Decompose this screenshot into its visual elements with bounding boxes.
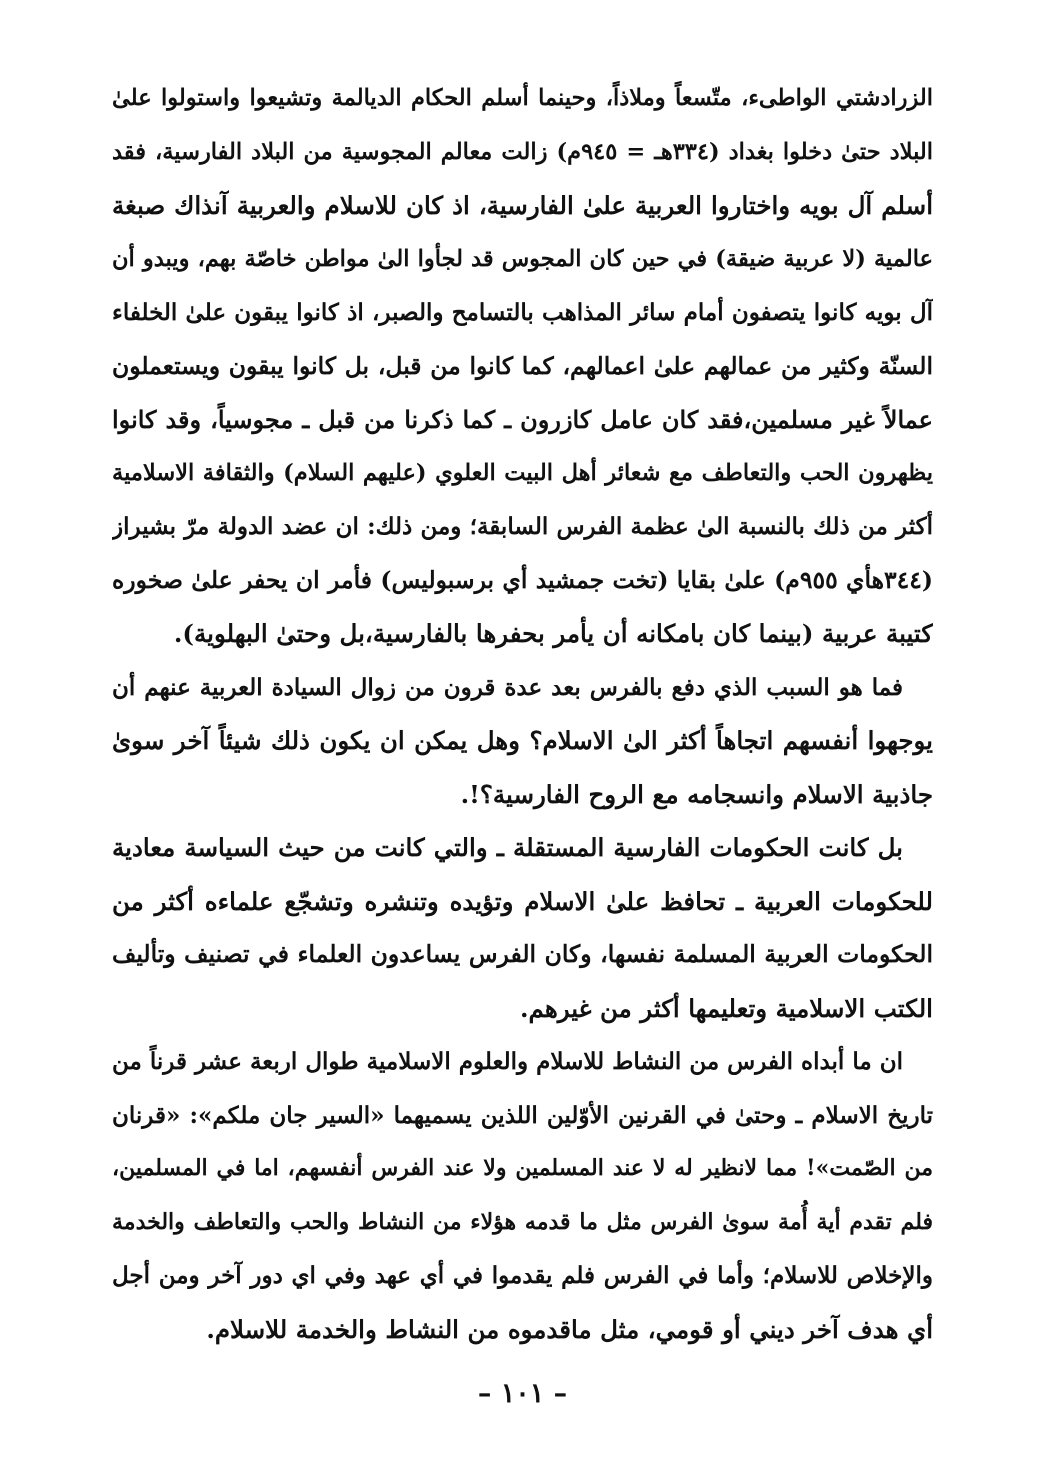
text-line: ان ما أبداه الفرس من النشاط للاسلام والعلوم الاسلامية طوال اربعة عشر قرناً من	[112, 1048, 903, 1075]
text-line: آل بويه كانوا يتصفون أمام سائر المذاهب بالتسامح والصبر، اذ كانوا يبقون علىٰ الخلفاء	[112, 299, 933, 326]
text-line: الحكومات العربية المسلمة نفسها، وكان الفرس يساعدون العلماء في تصنيف وتأليف	[112, 940, 933, 968]
paragraph-1	[112, 72, 933, 661]
text-line: البلاد حتىٰ دخلوا بغداد (٣٣٤هـ = ٩٤٥م) زالت معالم المجوسية من البلاد الفارسية، فقد	[112, 138, 933, 165]
text-line: تاريخ الاسلام ـ وحتىٰ في القرنين الأوّلين اللذين يسميهما «السير جان ملكم»: «قرنان	[112, 1101, 933, 1129]
paragraph-4	[112, 1035, 933, 1356]
text-line: جاذبية الاسلام وانسجامه مع الروح الفارسية؟!.	[460, 779, 933, 809]
text-line: للحكومات العربية ـ تحافظ علىٰ الاسلام وتؤيده وتنشره وتشجّع علماءه أكثر من	[112, 886, 933, 916]
text-line: بل كانت الحكومات الفارسية المستقلة ـ والتي كانت من حيث السياسة معادية	[112, 833, 903, 862]
text-line: أكثر من ذلك بالنسبة الىٰ عظمة الفرس السابقة؛ ومن ذلك: ان عضد الدولة مرّ بشيراز	[112, 513, 933, 540]
text-line: أسلم آل بويه واختاروا العربية علىٰ الفارسية، اذ كان للاسلام والعربية آنذاك صبغة	[112, 191, 933, 220]
text-line: السنّة وكثير من عمالهم علىٰ اعمالهم، كما كانوا من قبل، بل كانوا يبقون ويستعملون	[112, 351, 933, 380]
paragraph-3	[112, 821, 933, 1035]
text-line: أي هدف آخر ديني أو قومي، مثل ماقدموه من النشاط والخدمة للاسلام.	[206, 1314, 933, 1344]
text-line: (٣٤٤هأي ٩٥٥م) علىٰ بقايا (تخت جمشيد أي برسبوليس) فأمر ان يحفر علىٰ صخوره	[112, 565, 933, 594]
text-line: فما هو السبب الذي دفع بالفرس بعد عدة قرون من زوال السيادة العربية عنهم أن	[112, 673, 903, 701]
text-line: كتيبة عربية (بينما كان بامكانه أن يأمر بحفرها بالفارسية،بل وحتىٰ البهلوية).	[173, 619, 933, 648]
text-line: الكتب الاسلامية وتعليمها أكثر من غيرهم.	[519, 993, 933, 1023]
text-line: فلم تقدم أية أُمة سوىٰ الفرس مثل ما قدمه هؤلاء من النشاط والحب والتعاطف والخدمة	[112, 1208, 933, 1235]
text-line: عمالاً غير مسلمين،فقد كان عامل كازرون ـ كما ذكرنا من قبل ـ مجوسياً، وقد كانوا	[112, 405, 933, 434]
text-line: يوجهوا أنفسهم اتجاهاً أكثر الىٰ الاسلام؟ وهل يمكن ان يكون ذلك شيئاً آخر سوىٰ	[112, 726, 933, 755]
text-line: الزرادشتي الواطىء، متّسعاً وملاذاً، وحينما أسلم الحكام الديالمة وتشيعوا واستولوا علىٰ	[112, 85, 933, 111]
paragraph-2	[112, 661, 933, 822]
text-line: من الصّمت»! مما لانظير له لا عند المسلمين ولا عند الفرس أنفسهم، اما في المسلمين،	[112, 1155, 933, 1181]
text-line: والإخلاص للاسلام؛ وأما في الفرس فلم يقدموا في أي عهد وفي اي دور آخر ومن أجل	[112, 1262, 933, 1289]
text-line: يظهرون الحب والتعاطف مع شعائر أهل البيت العلوي (عليهم السلام) والثقافة الاسلامية	[112, 459, 933, 486]
text-line: عالمية (لا عربية ضيقة) في حين كان المجوس قد لجأوا الىٰ مواطن خاصّة بهم، ويبدو أن	[112, 245, 933, 272]
page-number: – ١٠١ –	[477, 1378, 568, 1409]
